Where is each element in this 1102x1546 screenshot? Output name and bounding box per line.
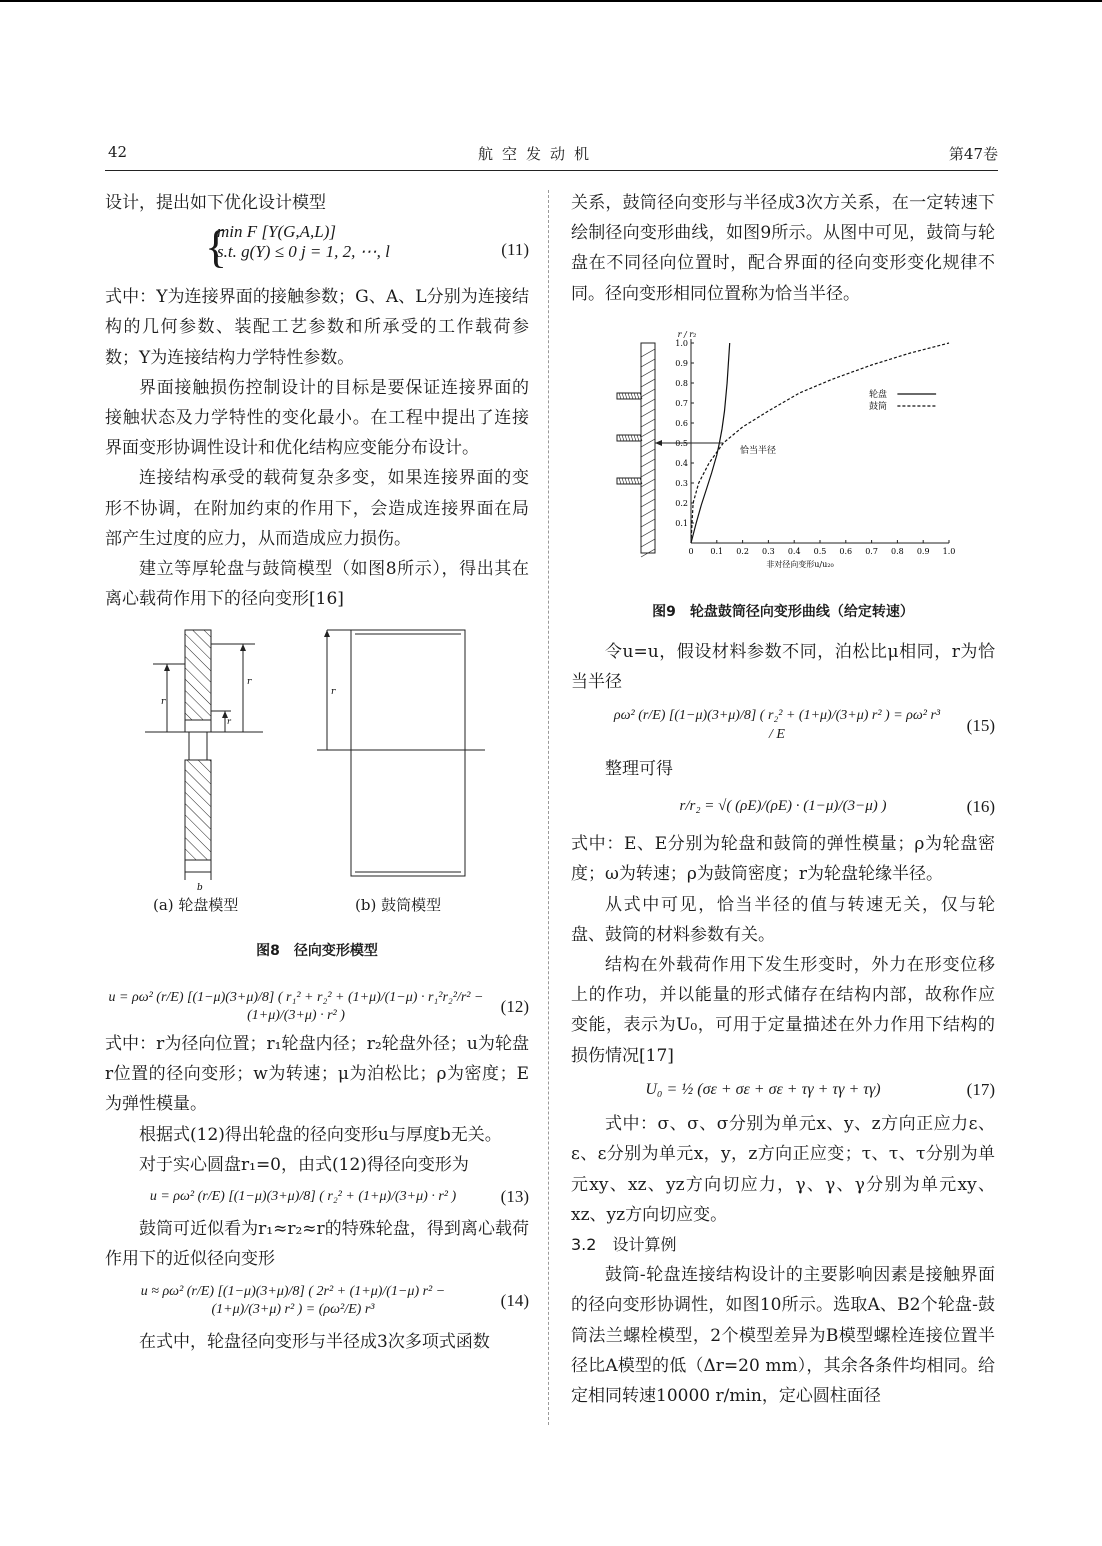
equation-number: (15): [966, 715, 995, 735]
wall-hatch: [641, 509, 655, 517]
equation-11-line2: s.t. g(Y) ≤ 0 j = 1, 2, ⋯, l: [217, 241, 390, 261]
bolt-hatch: [622, 393, 624, 399]
y-tick-label: 0.7: [675, 398, 688, 408]
paragraph: 界面接触损伤控制设计的目标是要保证连接界面的接触状态及力学特性的变化最小。在工程中提出了连接界面变形协调性设计和优化结构应变能分布设计。: [105, 377, 529, 459]
legend-label: 轮盘: [869, 389, 888, 400]
wall-hatch: [641, 399, 655, 407]
wall-hatch: [641, 389, 655, 397]
header-rule: [105, 170, 998, 171]
annotation-label: 恰当半径: [740, 445, 777, 456]
x-tick-label: 0.9: [916, 546, 930, 556]
figure-8-caption: 图8 径向变形模型: [256, 943, 378, 960]
y-tick-label: 0.2: [675, 498, 688, 508]
x-axis-title: 非对径向变形u/u₂₀: [766, 559, 834, 569]
wall-hatch: [641, 379, 655, 387]
radial-deformation-chart: [571, 323, 995, 591]
paragraph: 式中：r为径向位置；r₁轮盘内径；r₂轮盘外径；u为轮盘r位置的径向变形；w为转速；μ为泊松比；ρ为密度；E为弹性模量。: [105, 1034, 529, 1115]
journal-title: 航空发动机: [478, 145, 599, 163]
paragraph: 建立等厚轮盘与鼓筒模型（如图8所示），得出其在离心载荷作用下的径向变形[16]: [105, 559, 529, 610]
bolt-hatch: [631, 393, 633, 399]
paragraph: 在式中，轮盘径向变形与半径成3次多项式函数: [139, 1332, 490, 1352]
wall-hatch: [641, 489, 655, 497]
equation-number: (12): [500, 996, 529, 1016]
bolt-hatch: [625, 478, 627, 484]
column-divider: [548, 190, 549, 1425]
bolt-hatch: [622, 435, 624, 441]
x-tick-label: 0.6: [839, 546, 853, 556]
paragraph: 令u=u，假设材料参数不同，泊松比μ相同，r为恰当半径: [571, 642, 995, 693]
label-r2: r: [247, 677, 252, 688]
equation-16-body: r/r₂ = √( (ρE)/(ρE) · (1−μ)/(3−μ) ): [679, 798, 887, 814]
equation-11: { min F [Y(G,A,L)] s.t. g(Y) ≤ 0 j = 1, 2, ⋯, l (11): [205, 221, 529, 273]
x-tick-label: 0.4: [787, 546, 801, 556]
volume: 第47卷: [948, 145, 998, 163]
label-b: b: [197, 883, 203, 894]
wall-hatch: [641, 449, 655, 457]
subcaption-b: (b) 鼓筒模型: [355, 896, 442, 915]
x-tick-label: 0: [688, 546, 694, 556]
x-tick-label: 0.8: [891, 546, 904, 556]
subcaption-a: (a) 轮盘模型: [153, 896, 239, 915]
y-tick-label: 0.3: [675, 478, 688, 488]
y-tick-label: 0.1: [675, 518, 688, 528]
wall-hatch: [641, 459, 655, 467]
figure-8: [105, 622, 529, 932]
top-rule: [0, 0, 1102, 2]
wall-hatch: [641, 529, 655, 537]
y-tick-label: 0.6: [675, 418, 688, 428]
series-2-line: [691, 343, 949, 543]
paragraph: 对于实心圆盘r₁=0，由式(12)得径向变形为: [139, 1154, 469, 1175]
paragraph: 鼓筒可近似看为r₁≈r₂≈r的特殊轮盘，得到离心载荷作用下的近似径向变形: [105, 1219, 529, 1270]
wall-hatch: [641, 519, 655, 527]
wall-hatch: [641, 409, 655, 417]
paragraph: 连接结构承受的载荷复杂多变，如果连接界面的变形不协调，在附加约束的作用下，会造成连接界面在局部产生过度的应力，从而造成应力损伤。: [105, 468, 529, 549]
equation-17: [571, 1075, 995, 1105]
paragraph: 结构在外载荷作用下发生形变时，外力在形变位移上的作功，并以能量的形式储存在结构内部，故称作应变能，表示为U₀，可用于定量描述在外力作用下结构的损伤情况[17]: [571, 955, 995, 1066]
bolt-hatch: [628, 393, 630, 399]
y-tick-label: 0.8: [675, 378, 688, 388]
annotation-arrowhead: [655, 440, 662, 446]
wall-hatch: [641, 479, 655, 487]
wall-hatch: [641, 419, 655, 427]
equation-13-body: u = ρω² (r/E) [(1−μ)(3+μ)/8] ( r₂² + (1+μ)/(3+μ) · r² ): [149, 1189, 457, 1205]
label-r: r: [161, 697, 166, 708]
bolt-hatch: [619, 478, 621, 484]
equation-11-line1: min F [Y(G,A,L)]: [217, 222, 337, 242]
bolt-hatch: [637, 478, 639, 484]
wall-hatch: [641, 369, 655, 377]
figure-9: [571, 323, 995, 591]
equation-number: (13): [500, 1187, 529, 1207]
x-tick-label: 0.3: [762, 546, 775, 556]
bolt-hatch: [637, 435, 639, 441]
page-number: 42: [108, 143, 128, 161]
x-tick-label: 0.7: [865, 546, 878, 556]
equation-number: (17): [966, 1080, 995, 1100]
paragraph: 式中：Y为连接界面的接触参数；G、A、L分别为连接结构的几何参数、装配工艺参数和所承受的工作载荷参数；Y为连接结构力学特性参数。: [105, 287, 529, 368]
wall-hatch: [641, 349, 655, 357]
paragraph: 从式中可见，恰当半径的值与转速无关，仅与轮盘、鼓筒的材料参数有关。: [571, 894, 995, 945]
x-tick-label: 0.5: [813, 546, 827, 556]
figure-9-caption: 图9 轮盘鼓筒径向变形曲线（给定转速）: [652, 603, 914, 620]
equation-17-body: U₀ = ½ (σε + σε + σε + τγ + τγ + τγ): [645, 1080, 881, 1098]
label-r1: r: [227, 717, 231, 727]
radial-deformation-model-diagram: [105, 622, 529, 902]
bolt-hatch: [634, 393, 636, 399]
y-tick-label: 0.9: [675, 358, 688, 368]
bolt-hatch: [634, 435, 636, 441]
section-heading: 3.2 设计算例: [571, 1235, 677, 1255]
x-tick-label: 0.1: [710, 546, 724, 556]
equation-number: (16): [966, 796, 995, 816]
equation-number: (11): [501, 240, 529, 260]
paragraph: 式中：σ、σ、σ分别为单元x、y、z方向正应力ε、ε、ε分别为单元x，y，z方向正应变；τ、τ、τ分别为单元xy、xz、yz方向切应力，γ、γ、γ分别为单元xy、xz、yz方向切应变。: [571, 1114, 995, 1225]
paragraph: 关系，鼓筒径向变形与半径成3次方关系，在一定转速下绘制径向变形曲线，如图9所示。从图中可见，鼓筒与轮盘在不同径向位置时，配合界面的径向变形变化规律不同。径向变形相同位置称为恰当半径。: [571, 193, 995, 304]
bolt-hatch: [625, 435, 627, 441]
equation-15-body: ρω² (r/E) [(1−μ)(3+μ)/8] ( r₂² + (1+μ)/(3+μ) r² ) = ρω² r³ / E: [613, 708, 941, 742]
y-tick-label: 0.5: [675, 438, 688, 448]
wall-hatch: [641, 469, 655, 477]
paragraph: 鼓筒-轮盘连接结构设计的主要影响因素是接触界面的径向变形协调性，如图10所示。选取A、B2个轮盘-鼓筒法兰螺栓模型，2个模型差异为B模型螺栓连接位置半径比A模型的低（Δr=20 mm），其余各条件均相同。给定相同转速10000 r/min，定心圆柱面径: [571, 1265, 995, 1407]
equation-15: [571, 701, 995, 749]
wall-hatch: [641, 539, 655, 547]
wall: [641, 343, 655, 553]
paragraph: 整理可得: [605, 758, 673, 779]
bolt-hatch: [631, 478, 633, 484]
wall-hatch: [641, 429, 655, 437]
y-axis-title: r / r₂: [677, 329, 697, 339]
equation-12: [105, 989, 529, 1025]
bolt-hatch: [619, 393, 621, 399]
right-column: [571, 188, 995, 1411]
bolt-hatch: [634, 478, 636, 484]
equation-12-body: u = ρω² (r/E) [(1−μ)(3+μ)/8] ( r₁² + r₂² + (1+μ)/(1−μ) · r₁²r₂²/r² − (1+μ)/(3+μ) · r² ): [108, 989, 484, 1023]
left-column: [105, 188, 529, 1357]
y-tick-label: 0.4: [675, 458, 688, 468]
equation-14-body: u ≈ ρω² (r/E) [(1−μ)(3+μ)/8] ( 2r² + (1+μ)/(1−μ) r² − (1+μ)/(3+μ) r² ) = (ρω²/E) r³: [140, 1283, 446, 1317]
x-tick-label: 0.2: [736, 546, 749, 556]
paragraph: 设计，提出如下优化设计模型: [105, 193, 326, 213]
paragraph: 式中：E、E分别为轮盘和鼓筒的弹性模量；ρ为轮盘密度；ω为转速；ρ为鼓筒密度；r为轮盘轮缘半径。: [571, 834, 995, 885]
equation-14: [105, 1279, 529, 1323]
bolt-hatch: [631, 435, 633, 441]
x-tick-label: 1.0: [942, 546, 956, 556]
paragraph: 根据式(12)得出轮盘的径向变形u与厚度b无关。: [139, 1124, 502, 1145]
wall-hatch: [641, 499, 655, 507]
legend-label: 鼓筒: [869, 401, 888, 412]
equation-number: (14): [500, 1290, 529, 1310]
bolt-hatch: [637, 393, 639, 399]
bolt-hatch: [628, 478, 630, 484]
bolt-hatch: [619, 435, 621, 441]
equation-13: [105, 1184, 529, 1210]
wall-hatch: [641, 359, 655, 367]
bolt-hatch: [625, 393, 627, 399]
label-r-drum: r: [331, 687, 336, 698]
bolt-hatch: [628, 435, 630, 441]
y-tick-label: 1.0: [675, 338, 688, 348]
equation-16: [571, 788, 995, 825]
wall-hatch: [641, 439, 655, 447]
bolt-hatch: [622, 478, 624, 484]
